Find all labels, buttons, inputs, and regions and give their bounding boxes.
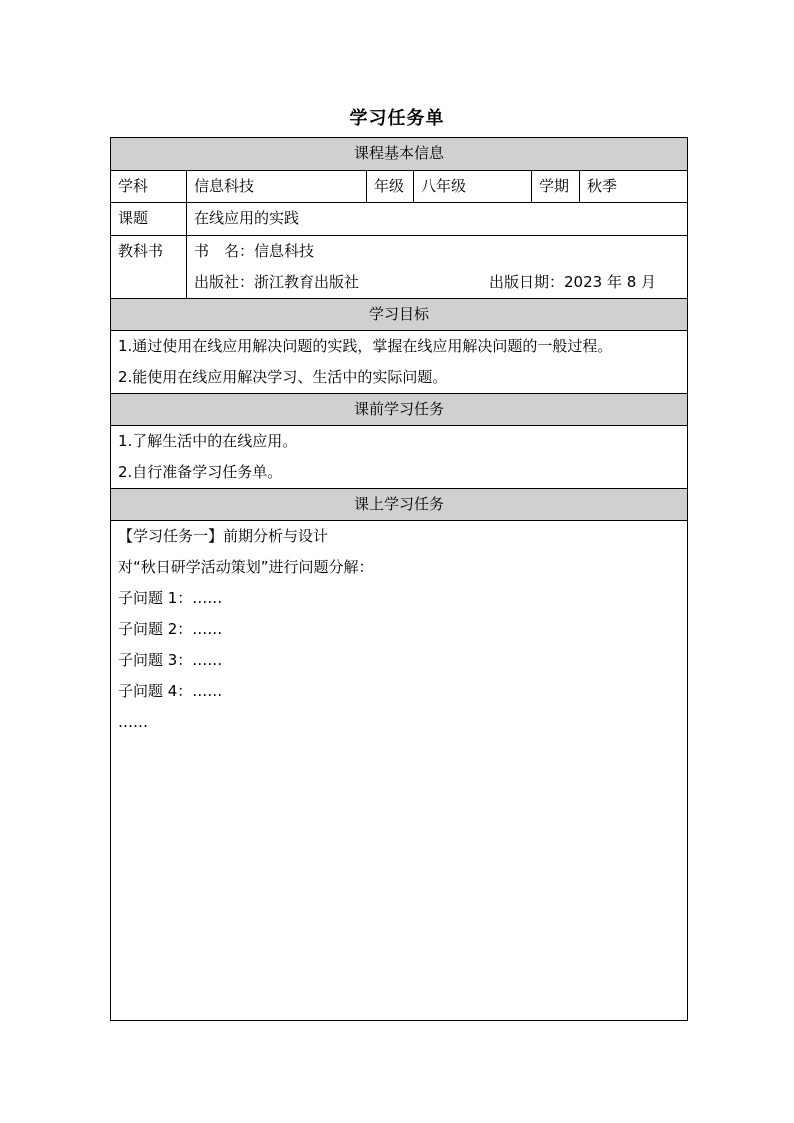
grade-label: 年级 bbox=[366, 171, 413, 202]
section-header-basic-info: 课程基本信息 bbox=[111, 138, 687, 171]
section-header-in-class: 课上学习任务 bbox=[111, 489, 687, 521]
objective-item-1: 1.通过使用在线应用解决问题的实践，掌握在线应用解决问题的一般过程。 bbox=[118, 337, 613, 355]
subproblem-item: 子问题 3：…… bbox=[118, 651, 223, 669]
subject-grade-term-row bbox=[111, 171, 687, 203]
objective-item-2: 2.能使用在线应用解决学习、生活中的实际问题。 bbox=[118, 368, 448, 386]
pre-class-item-1: 1.了解生活中的在线应用。 bbox=[118, 432, 298, 450]
term-value: 秋季 bbox=[579, 171, 687, 202]
subproblem-item: 子问题 2：…… bbox=[118, 620, 223, 638]
textbook-row bbox=[111, 236, 687, 299]
pre-class-item-2: 2.自行准备学习任务单。 bbox=[118, 463, 283, 481]
grade-value: 八年级 bbox=[413, 171, 531, 202]
term-label: 学期 bbox=[531, 171, 579, 202]
textbook-details bbox=[186, 236, 687, 298]
objectives-body bbox=[111, 331, 687, 394]
pre-class-body bbox=[111, 426, 687, 489]
publisher: 出版社：浙江教育出版社 bbox=[194, 273, 360, 291]
task-one-title: 【学习任务一】前期分析与设计 bbox=[118, 527, 329, 545]
topic-row bbox=[111, 203, 687, 236]
topic-value: 在线应用的实践 bbox=[186, 203, 687, 235]
task-sheet-table bbox=[110, 137, 688, 1021]
book-name: 书 名：信息科技 bbox=[194, 242, 315, 260]
topic-label: 课题 bbox=[118, 209, 149, 227]
ellipsis-continuation: …… bbox=[118, 713, 148, 731]
task-intro: 对“秋日研学活动策划”进行问题分解： bbox=[118, 558, 374, 576]
section-header-pre-class: 课前学习任务 bbox=[111, 394, 687, 426]
publish-date: 出版日期：2023 年 8 月 bbox=[489, 273, 657, 291]
textbook-label: 教科书 bbox=[118, 242, 164, 260]
subproblem-item: 子问题 4：…… bbox=[118, 682, 223, 700]
page-title: 学习任务单 bbox=[349, 108, 445, 129]
subproblem-item: 子问题 1：…… bbox=[118, 589, 223, 607]
section-header-objectives: 学习目标 bbox=[111, 299, 687, 331]
subject-label: 学科 bbox=[118, 177, 149, 195]
subject-value: 信息科技 bbox=[186, 171, 366, 202]
in-class-body bbox=[111, 521, 687, 1020]
